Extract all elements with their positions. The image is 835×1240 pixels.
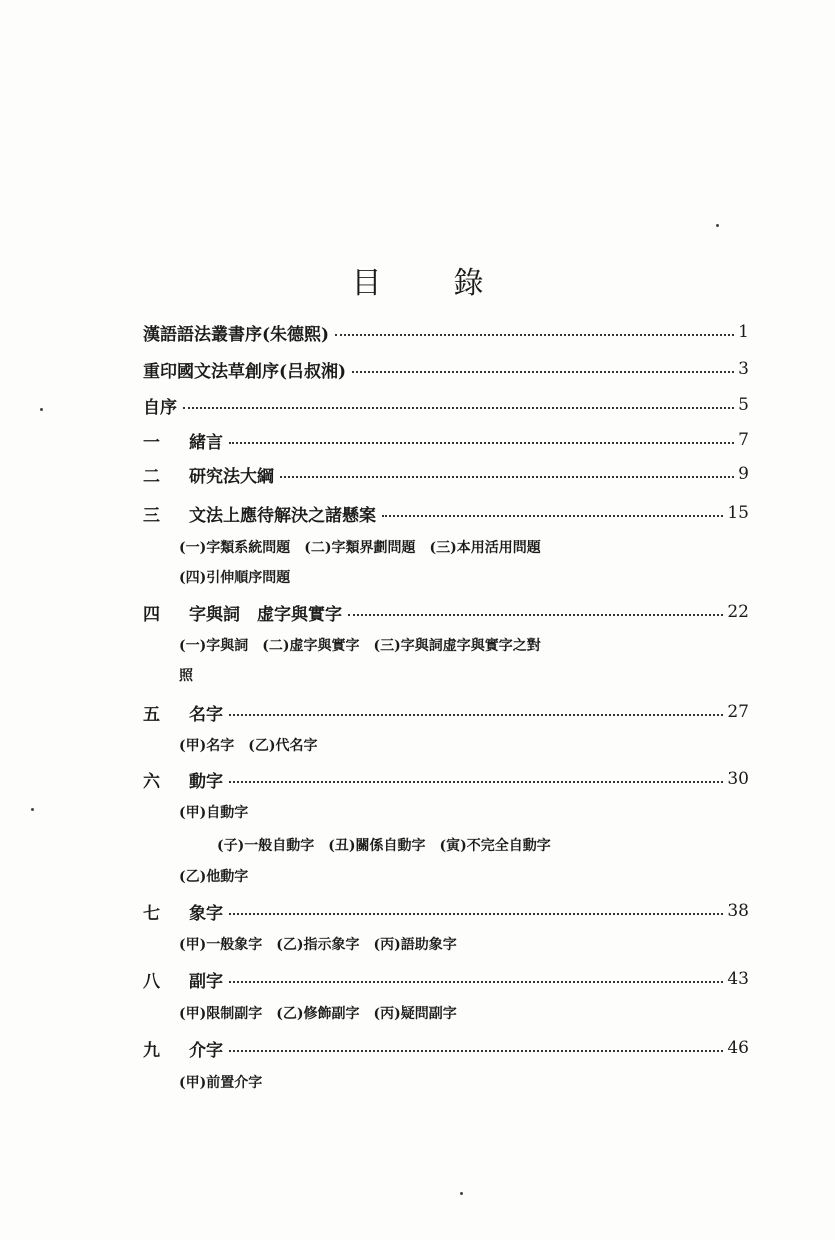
toc-entry-label: 動字 [189, 771, 223, 792]
toc-entry-number: 六 [143, 771, 160, 792]
toc-subentry: (甲)自動字 [179, 805, 249, 821]
dot-leader [382, 515, 723, 517]
toc-entry-page: 46 [727, 1038, 749, 1058]
toc-entry-label: 文法上應待解決之諸懸案 [189, 505, 376, 526]
toc-entry-page: 30 [727, 769, 749, 789]
toc-entry-page: 43 [727, 969, 749, 989]
toc-entry-page: 15 [727, 503, 749, 523]
toc-entry[interactable] [143, 390, 749, 420]
toc-entry-page: 27 [727, 702, 749, 722]
toc-entry-number: 一 [143, 432, 160, 453]
toc-entry[interactable] [143, 498, 749, 528]
toc-entry[interactable] [143, 459, 749, 489]
toc-subentry: (一)字與詞 (二)虚字與實字 (三)字與詞虚字與實字之對 [179, 638, 541, 654]
title-char-2: 錄 [453, 266, 484, 301]
toc-entry[interactable] [143, 317, 749, 347]
dot-leader [280, 476, 734, 478]
dot-leader [348, 614, 723, 616]
toc-entry-label: 漢語語法叢書序(朱德熙) [143, 324, 330, 345]
toc-entry-page: 22 [727, 602, 749, 622]
toc-subentry: (甲)名字 (乙)代名字 [179, 738, 318, 754]
toc-entry-label: 介字 [189, 1040, 223, 1061]
toc-entry-number: 八 [143, 971, 160, 992]
page-title [0, 258, 835, 302]
scan-speck [460, 1192, 463, 1195]
dot-leader [183, 407, 734, 409]
toc-entry-page: 7 [738, 430, 749, 450]
dot-leader [335, 334, 734, 336]
toc-entry[interactable] [143, 896, 749, 926]
toc-subentry: (一)字類系統問題 (二)字類界劃問題 (三)本用活用問題 [179, 540, 541, 556]
toc-entry-number: 三 [143, 505, 160, 526]
toc-entry-label: 自序 [143, 397, 177, 418]
toc-subentry: 照 [179, 668, 193, 684]
scan-speck [40, 408, 43, 411]
toc-entry-number: 四 [143, 604, 160, 625]
toc-subentry: (子)一般自動字 (丑)關係自動字 (寅)不完全自動字 [217, 838, 551, 854]
dot-leader [229, 1050, 723, 1052]
toc-entry-page: 5 [738, 395, 749, 415]
toc-subentry: (甲)一般象字 (乙)指示象字 (丙)語助象字 [179, 937, 457, 953]
toc-entry-page: 38 [727, 901, 749, 921]
dot-leader [229, 442, 734, 444]
toc-entry-number: 二 [143, 466, 160, 487]
scan-speck [31, 808, 34, 811]
toc-entry-number: 七 [143, 903, 160, 924]
toc-entry-label: 名字 [189, 704, 223, 725]
toc-entry[interactable] [143, 697, 749, 727]
toc-entry-label: 副字 [189, 971, 223, 992]
toc-entry-number: 五 [143, 704, 160, 725]
toc-subentry: (甲)前置介字 [179, 1075, 263, 1091]
dot-leader [229, 781, 723, 783]
dot-leader [229, 981, 723, 983]
toc-entry[interactable] [143, 1033, 749, 1063]
toc-entry[interactable] [143, 354, 749, 384]
toc-entry-label: 重印國文法草創序(吕叔湘) [143, 361, 347, 382]
toc-entry-label: 研究法大綱 [189, 466, 274, 487]
toc-entry-page: 9 [738, 464, 749, 484]
toc-entry-label: 字與詞 虚字與實字 [189, 604, 342, 625]
dot-leader [352, 371, 734, 373]
toc-subentry: (乙)他動字 [179, 869, 249, 885]
dot-leader [229, 714, 723, 716]
toc-entry[interactable] [143, 964, 749, 994]
toc-entry[interactable] [143, 425, 749, 455]
title-char-1: 目 [351, 266, 382, 301]
toc-entry[interactable] [143, 764, 749, 794]
scan-speck [716, 224, 719, 227]
toc-entry-page: 1 [738, 322, 749, 342]
toc-entry-number: 九 [143, 1040, 160, 1061]
toc-entry[interactable] [143, 597, 749, 627]
toc-entry-label: 象字 [189, 903, 223, 924]
toc-entry-page: 3 [738, 359, 749, 379]
dot-leader [229, 913, 723, 915]
toc-entry-label: 緒言 [189, 432, 223, 453]
toc-subentry: (甲)限制副字 (乙)修飾副字 (丙)疑問副字 [179, 1006, 457, 1022]
toc-subentry: (四)引伸順序問題 [179, 570, 291, 586]
